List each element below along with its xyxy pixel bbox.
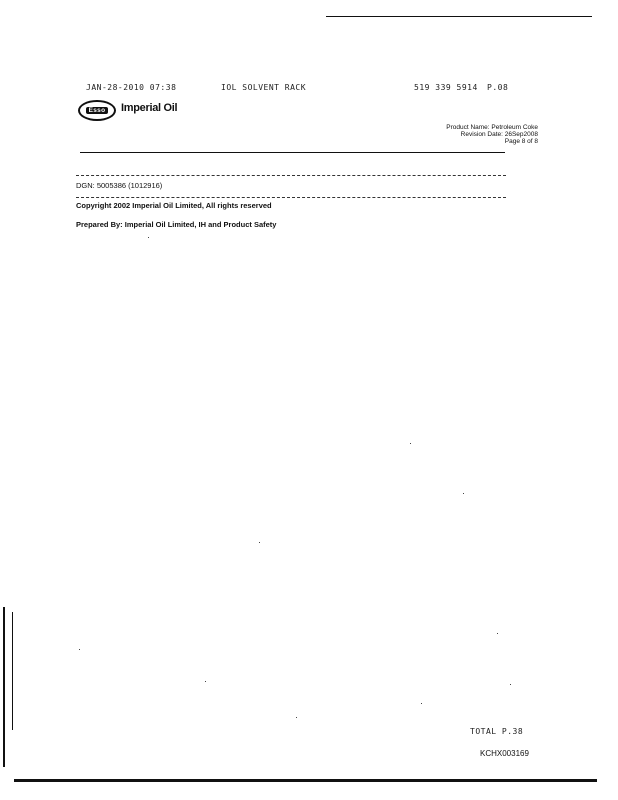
scan-speck [205,681,206,682]
dgn-bottom-rule [76,197,506,198]
scan-speck [259,542,260,543]
scan-speck [510,684,511,685]
product-info [446,124,538,145]
esso-logo-text: Esso [86,107,109,114]
scan-speck [410,443,411,444]
header-separator [80,152,505,153]
company-name: Imperial Oil [121,102,178,114]
bates-number: KCHX003169 [480,749,529,758]
dgn-top-rule [76,175,506,176]
product-name: Product Name: Petroleum Coke [446,124,538,131]
fax-page: P.08 [487,83,509,92]
scan-speck [79,649,80,650]
scan-speck [148,237,149,238]
esso-logo [78,100,116,121]
fax-datetime: JAN-28-2010 07:38 [86,83,177,92]
prepared-by-text: Prepared By: Imperial Oil Limited, IH and Product Safety [76,220,277,229]
left-scan-bar [12,612,13,730]
fax-phone: 519 339 5914 [414,83,478,92]
top-edge-rule [326,16,592,17]
dgn-number: DGN: 5005386 (1012916) [76,181,163,190]
revision-date: Revision Date: 26Sep2008 [460,131,538,138]
scan-speck [463,493,464,494]
fax-sender: IOL SOLVENT RACK [221,83,307,92]
scan-speck [497,633,498,634]
bottom-edge-rule [14,779,597,782]
copyright-text: Copyright 2002 Imperial Oil Limited, All rights reserved [76,201,272,210]
scan-speck [296,717,297,718]
total-pages: TOTAL P.38 [470,727,524,736]
left-scan-bar [3,607,5,767]
page-number: Page 8 of 8 [504,138,538,145]
scan-speck [421,703,422,704]
